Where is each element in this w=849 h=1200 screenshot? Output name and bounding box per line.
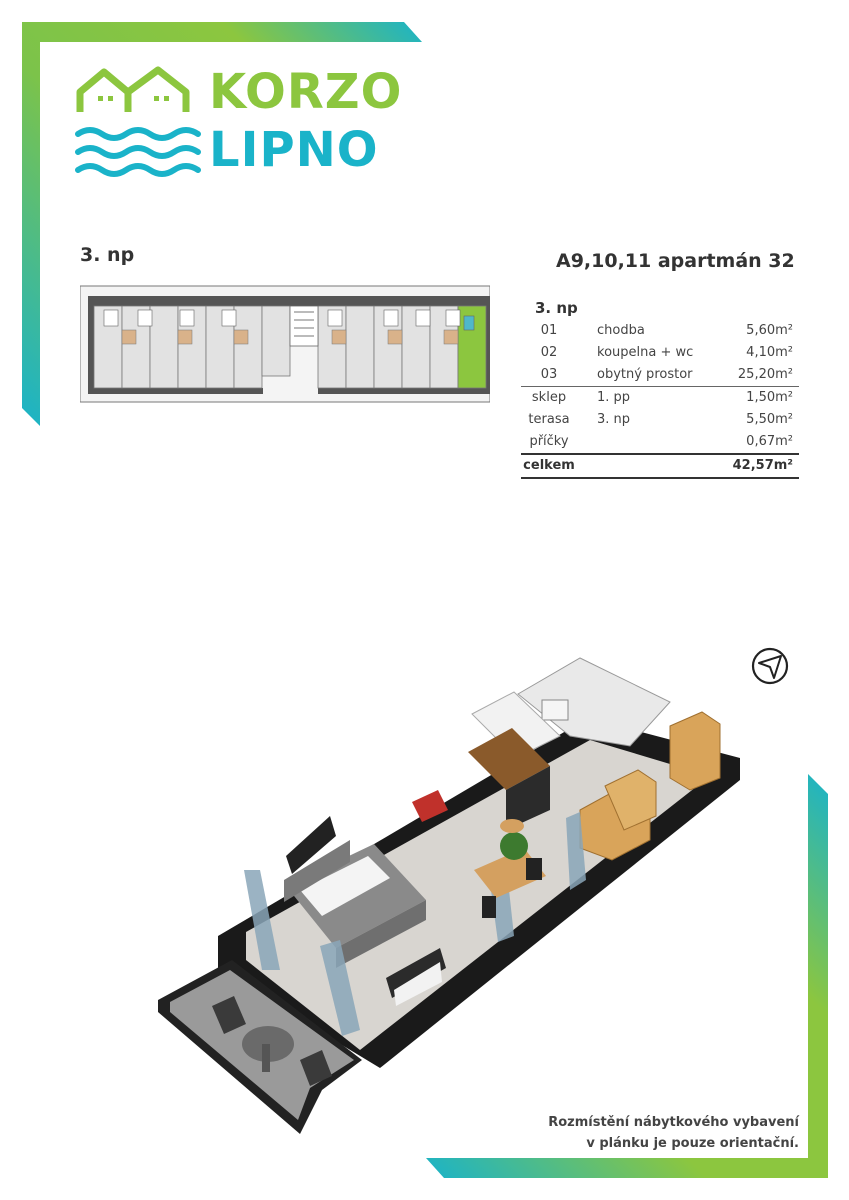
table-heading: 3. np [535,299,578,317]
apartment-title: A9,10,11 apartmán 32 [556,250,795,272]
north-arrow-icon [750,646,790,686]
room-code: 02 [540,345,558,360]
room-code: 01 [540,323,558,338]
room-name: koupelna + wc [597,345,694,360]
table-row [521,342,799,364]
note-line1: Rozmístění nábytkového vybavení [548,1115,799,1130]
apartment-3d-plan [150,640,750,1140]
room-name: chodba [597,323,645,338]
brand-name-line2: LIPNO [209,122,379,178]
extra-area: 1,50m² [746,390,793,405]
room-area: 25,20m² [737,367,793,382]
total-area: 42,57m² [732,458,793,473]
room-area: 4,10m² [746,345,793,360]
floor-key-plan [80,282,490,404]
room-name: obytný prostor [597,367,693,382]
table-divider [521,477,799,479]
floor-label: 3. np [80,244,135,266]
brand-logo [74,64,403,184]
extra-area: 0,67m² [746,434,793,449]
table-row [521,364,799,386]
extra-name: 3. np [597,412,631,427]
furniture-disclaimer [548,1112,799,1154]
house-waves-logo-icon [74,66,204,184]
extra-code: sklep [531,390,567,405]
extra-area: 5,50m² [746,412,793,427]
table-row [521,409,799,431]
total-label: celkem [523,458,575,473]
table-row [521,431,799,453]
table-row [521,320,799,342]
area-table [521,296,799,479]
room-code: 03 [540,367,558,382]
brand-name-line1: KORZO [209,64,403,120]
extra-name: 1. pp [597,390,631,405]
extra-code: příčky [529,434,569,449]
table-total-row [521,455,799,477]
table-row [521,387,799,409]
note-line2: v plánku je pouze orientační. [586,1136,799,1151]
extra-code: terasa [528,412,570,427]
room-area: 5,60m² [746,323,793,338]
